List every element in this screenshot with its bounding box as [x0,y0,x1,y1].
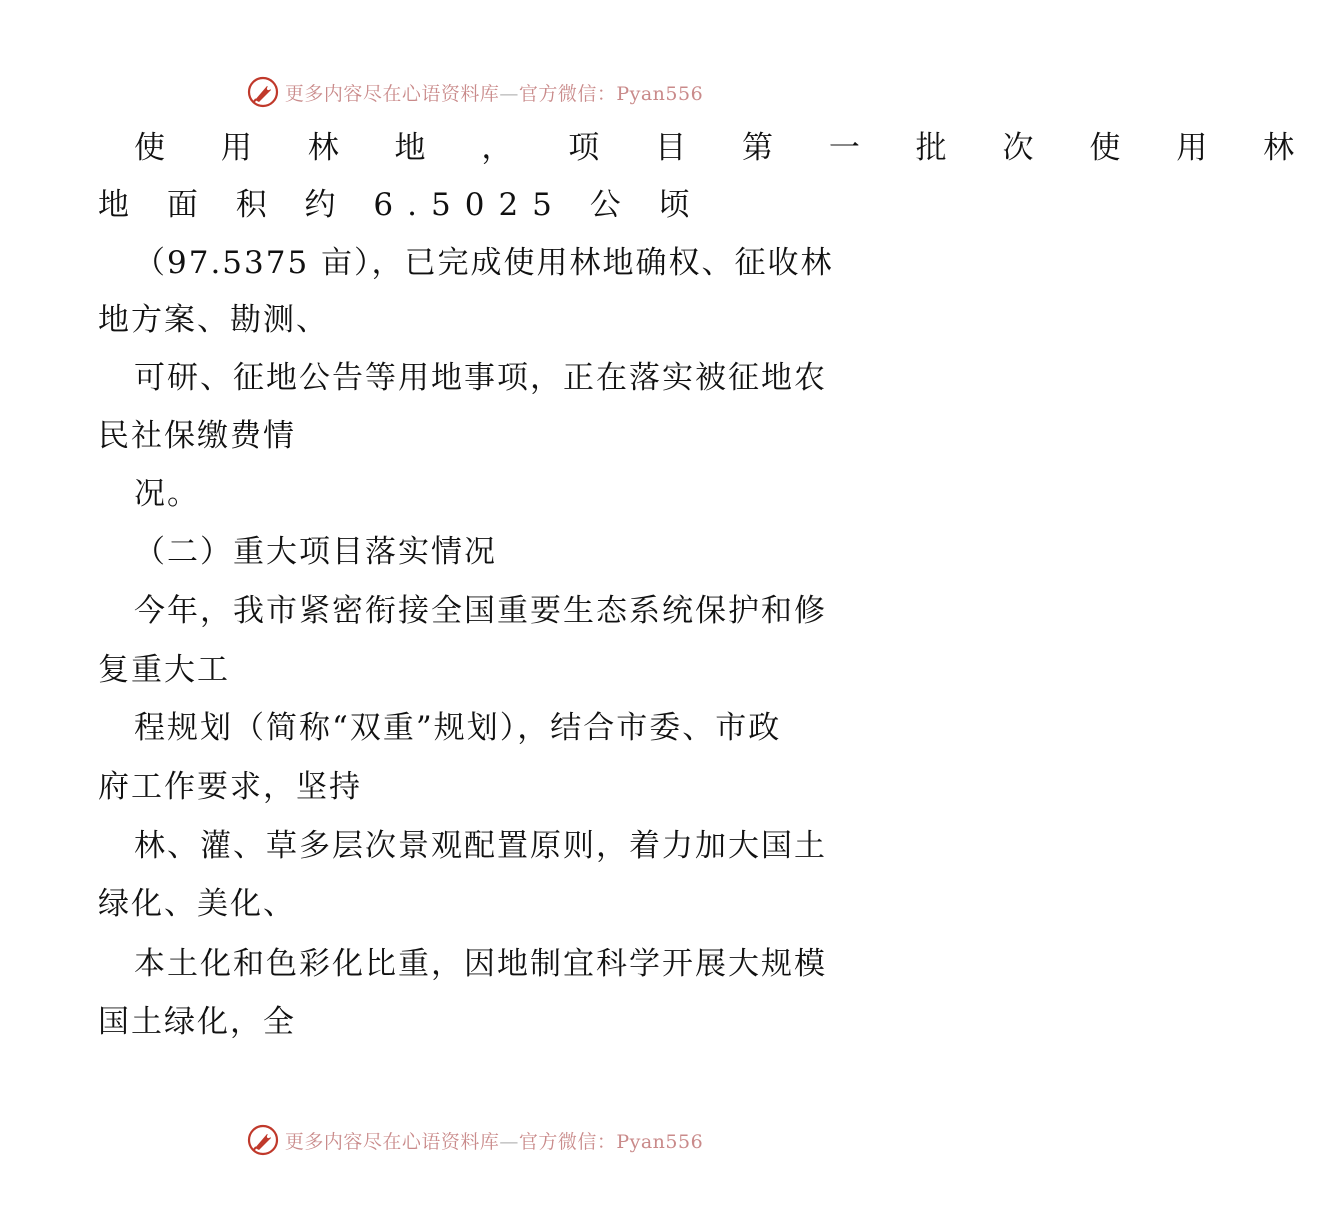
fountain-pen-logo-icon [247,76,279,108]
text-line: 林、灌、草多层次景观配置原则，着力加大国土 [134,828,827,864]
banner-main-text: 更多内容尽在心语资料库 [284,82,500,105]
text-line: 地方案、勘测、 [98,302,329,338]
footer-watermark [0,1120,950,1160]
text-line: 府工作要求，坚持 [98,769,362,805]
text-line: 地 面 积 约 6.5025 公 顷 [98,187,704,223]
text-line: （97.5375 亩），已完成使用林地确权、征收林 [134,245,834,281]
text-line: 绿化、美化、 [98,886,296,922]
section-heading: （二）重大项目落实情况 [134,534,497,570]
text-line: 复重大工 [98,652,230,688]
text-line: 程规划（简称“双重”规划），结合市委、市政 [134,710,782,746]
text-line: 本土化和色彩化比重，因地制宜科学开展大规模 [134,946,827,982]
text-line: 可研、征地公告等用地事项，正在落实被征地农 [134,360,827,396]
banner-wechat-text: 官方微信：Pyan556 [518,1130,704,1153]
text-line: 使 用 林 地 ， 项 目 第 一 批 次 使 用 林 [134,130,1317,166]
text-line: 今年，我市紧密衔接全国重要生态系统保护和修 [134,593,827,629]
text-line: 国土绿化，全 [98,1004,296,1040]
banner-wechat-text: 官方微信：Pyan556 [518,82,704,105]
banner-main-text: 更多内容尽在心语资料库 [284,1130,500,1153]
footer-watermark-text [285,1127,703,1154]
banner-separator: — [499,1130,519,1153]
text-line: 民社保缴费情 [98,418,296,454]
header-watermark-text [285,79,703,106]
header-watermark [0,72,950,112]
fountain-pen-logo-icon [247,1124,279,1156]
banner-separator: — [499,82,519,105]
text-line: 况。 [134,476,200,512]
